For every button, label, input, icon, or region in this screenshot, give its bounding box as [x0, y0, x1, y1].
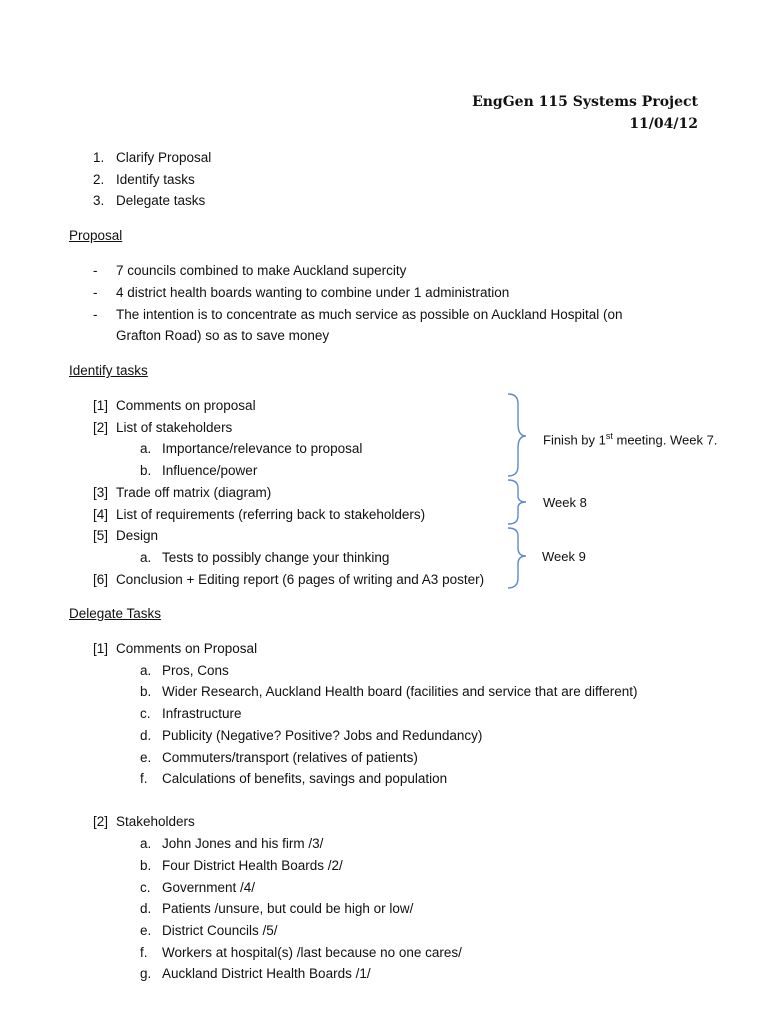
bullet-text-continued: Grafton Road) so as to save money — [116, 328, 330, 343]
brace-week8 — [508, 480, 526, 524]
task-marker: [2] — [93, 420, 109, 435]
stakeholder-marker: a. — [140, 836, 152, 851]
agenda-num: 3. — [93, 193, 105, 208]
task-subitem: Tests to possibly change your thinking — [162, 550, 390, 565]
bullet-text: 4 district health boards wanting to combine under 1 administration — [116, 285, 510, 300]
note-week7-sup: st — [605, 431, 613, 441]
bullet-dash: - — [93, 263, 98, 278]
stakeholder-marker: g. — [140, 966, 152, 981]
delegate-subitem-marker: f. — [140, 771, 148, 786]
stakeholder-item: Workers at hospital(s) /last because no one cares/ — [162, 945, 462, 960]
task-item: List of requirements (referring back to stakeholders) — [116, 507, 426, 522]
bullet-dash: - — [93, 307, 98, 322]
delegate-marker: [1] — [93, 641, 109, 656]
stakeholder-item: Four District Health Boards /2/ — [162, 858, 343, 873]
delegate-marker: [2] — [93, 814, 109, 829]
task-item: Trade off matrix (diagram) — [116, 485, 272, 500]
task-subitem-marker: b. — [140, 463, 152, 478]
bullet-text: 7 councils combined to make Auckland supercity — [116, 263, 407, 278]
agenda-num: 2. — [93, 172, 105, 187]
timeline-braces — [500, 390, 540, 595]
stakeholder-item: District Councils /5/ — [162, 923, 278, 938]
delegate-subitem-marker: b. — [140, 684, 152, 699]
delegate-subitem: Calculations of benefits, savings and population — [162, 771, 448, 786]
delegate-item: Stakeholders — [116, 814, 195, 829]
bullet-text: The intention is to concentrate as much service as possible on Auckland Hospital (on — [116, 307, 623, 322]
stakeholder-marker: d. — [140, 901, 152, 916]
agenda-item: Delegate tasks — [116, 193, 206, 208]
delegate-subitem: Wider Research, Auckland Health board (facilities and service that are different) — [162, 684, 638, 699]
stakeholder-marker: e. — [140, 923, 152, 938]
stakeholder-marker: c. — [140, 880, 151, 895]
note-week7 — [543, 428, 717, 448]
task-marker: [5] — [93, 528, 109, 543]
task-subitem: Influence/power — [162, 463, 258, 478]
task-item: List of stakeholders — [116, 420, 233, 435]
section-heading-proposal: Proposal — [69, 228, 123, 243]
agenda-num: 1. — [93, 150, 105, 165]
task-marker: [1] — [93, 398, 109, 413]
agenda-item: Clarify Proposal — [116, 150, 212, 165]
stakeholder-marker: b. — [140, 858, 152, 873]
brace-week7 — [508, 394, 526, 476]
stakeholder-item: John Jones and his firm /3/ — [162, 836, 324, 851]
delegate-subitem: Publicity (Negative? Positive? Jobs and Redundancy) — [162, 728, 483, 743]
task-marker: [3] — [93, 485, 109, 500]
section-heading-delegate-tasks: Delegate Tasks — [69, 606, 162, 621]
note-week9: Week 9 — [542, 549, 586, 564]
note-week8: Week 8 — [543, 495, 587, 510]
note-week7-post: meeting. Week 7. — [612, 432, 718, 448]
task-item: Conclusion + Editing report (6 pages of writing and A3 poster) — [116, 572, 485, 587]
document-title: EngGen 115 Systems Project — [472, 94, 698, 110]
stakeholder-item: Auckland District Health Boards /1/ — [162, 966, 371, 981]
document-date: 11/04/12 — [629, 116, 698, 132]
note-week7-pre: Finish by 1 — [543, 432, 606, 448]
stakeholder-marker: f. — [140, 945, 148, 960]
stakeholder-item: Patients /unsure, but could be high or low/ — [162, 901, 414, 916]
task-subitem: Importance/relevance to proposal — [162, 441, 363, 456]
stakeholder-item: Government /4/ — [162, 880, 256, 895]
delegate-subitem-marker: d. — [140, 728, 152, 743]
agenda-item: Identify tasks — [116, 172, 195, 187]
task-marker: [4] — [93, 507, 109, 522]
task-subitem-marker: a. — [140, 441, 152, 456]
bullet-dash: - — [93, 285, 98, 300]
delegate-subitem-marker: a. — [140, 663, 152, 678]
section-heading-identify-tasks: Identify tasks — [69, 363, 148, 378]
brace-week9 — [508, 528, 526, 588]
delegate-subitem: Infrastructure — [162, 706, 242, 721]
task-item: Design — [116, 528, 159, 543]
delegate-subitem-marker: e. — [140, 750, 152, 765]
delegate-subitem-marker: c. — [140, 706, 151, 721]
task-subitem-marker: a. — [140, 550, 152, 565]
delegate-subitem: Commuters/transport (relatives of patients) — [162, 750, 418, 765]
task-item: Comments on proposal — [116, 398, 256, 413]
task-marker: [6] — [93, 572, 109, 587]
delegate-item: Comments on Proposal — [116, 641, 258, 656]
delegate-subitem: Pros, Cons — [162, 663, 229, 678]
